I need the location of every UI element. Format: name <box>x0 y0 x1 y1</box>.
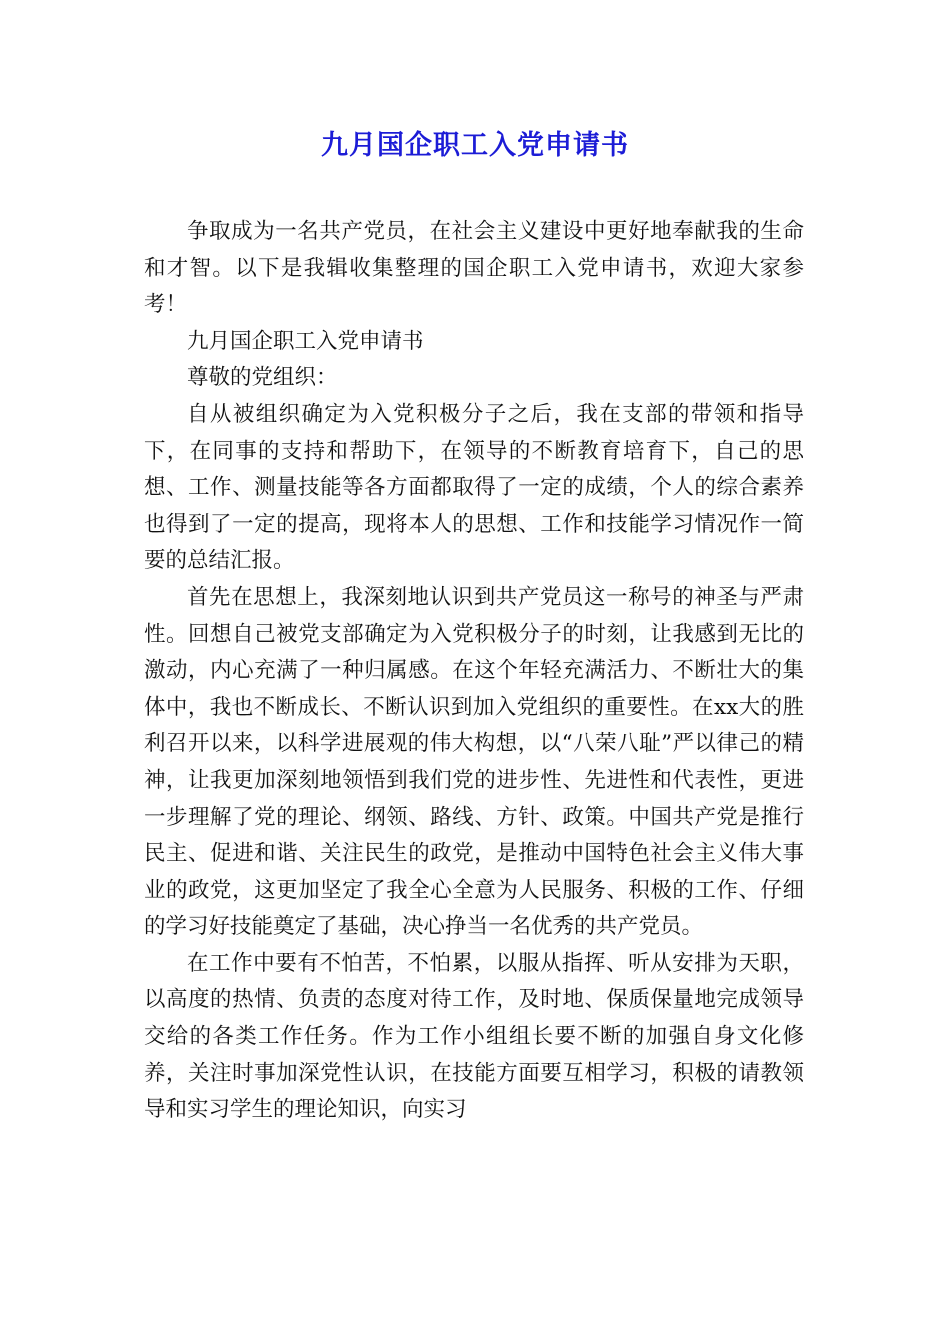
paragraph-salutation: 尊敬的党组织： <box>187 365 338 391</box>
paragraph: 自从被组织确定为入党积极分子之后，我在支部的带领和指导下，在同事的支持和帮助下，在领导的不断教育培育下，自己的思想、工作、测量技能等各方面都取得了一定的成绩，个人的综合素养也得到了一定的提高，现将本人的思想、工作和技能学习情况作一简要的总结汇报。 <box>144 401 804 574</box>
paragraph: 在工作中要有不怕苦，不怕累，以服从指挥、听从安排为天职，以高度的热情、负责的态度对待工作，及时地、保质保量地完成领导交给的各类工作任务。作为工作小组组长要不断的加强自身文化修养，关注时事加深党性认识，在技能方面要互相学习，积极的请教领导和实习学生的理论知识，向实习 <box>144 950 804 1123</box>
paragraph-heading: 九月国企职工入党申请书 <box>187 328 424 354</box>
document-title: 九月国企职工入党申请书 <box>321 130 629 161</box>
document-body <box>144 214 804 1129</box>
paragraph: 首先在思想上，我深刻地认识到共产党员这一称号的神圣与严肃性。回想自己被党支部确定为入党积极分子的时刻，让我感到无比的激动，内心充满了一种归属感。在这个年轻充满活力、不断壮大的集体中，我也不断成长、不断认识到加入党组织的重要性。在xx大的胜利召开以来，以科学进展观的伟大构想，以“八荣八耻”严以律己的精神，让我更加深刻地领悟到我们党的进步性、先进性和代表性，更进一步理解了党的理论、纲领、路线、方针、政策。中国共产党是推行民主、促进和谐、关注民生的政党，是推动中国特色社会主义伟大事业的政党，这更加坚定了我全心全意为人民服务、积极的工作、仔细的学习好技能奠定了基础，决心挣当一名优秀的共产党员。 <box>144 584 804 940</box>
paragraph-intro: 争取成为一名共产党员，在社会主义建设中更好地奉献我的生命和才智。以下是我辑收集整理的国企职工入党申请书，欢迎大家参考！ <box>144 219 804 318</box>
